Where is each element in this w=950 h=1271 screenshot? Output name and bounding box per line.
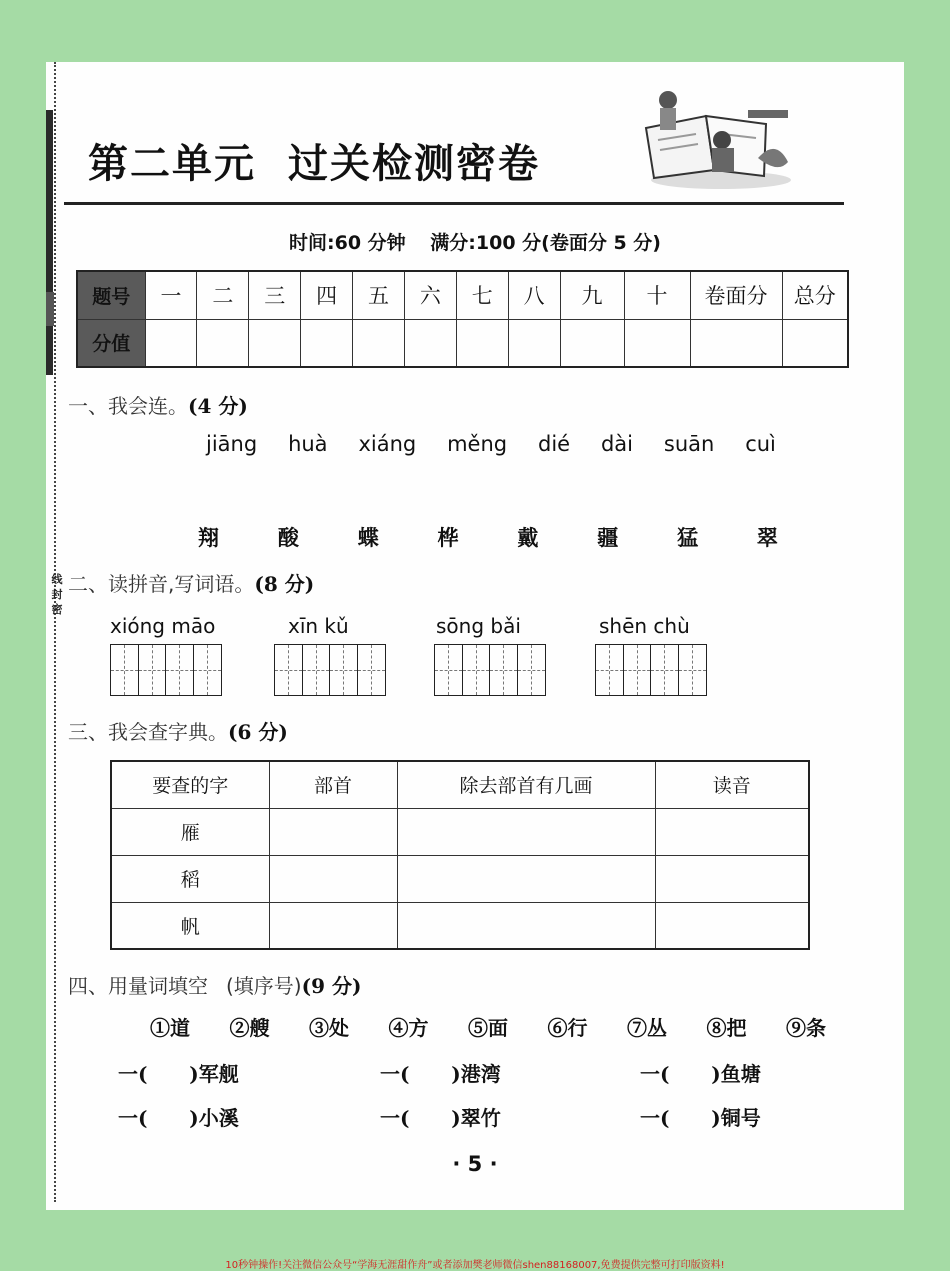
char-item[interactable]: 桦 <box>437 525 459 550</box>
score-col: 五 <box>353 271 405 319</box>
exam-paper <box>46 62 904 1210</box>
writing-grid[interactable] <box>595 644 707 696</box>
option-item: ①道 <box>150 1016 190 1040</box>
section1-pinyin-row <box>206 432 776 456</box>
section4-title: 四、用量词填空 (填序号)(9 分) <box>68 974 362 998</box>
reading-children-illustration <box>636 88 796 192</box>
title-exam: 过关检测密卷 <box>288 140 540 187</box>
score-cell[interactable] <box>249 319 301 367</box>
dict-header: 部首 <box>269 761 397 808</box>
dict-char: 帆 <box>111 902 269 949</box>
dict-row <box>111 808 809 855</box>
score-col: 三 <box>249 271 301 319</box>
score-cell[interactable] <box>145 319 197 367</box>
score-col: 六 <box>404 271 456 319</box>
score-cell[interactable] <box>353 319 405 367</box>
dict-header: 要查的字 <box>111 761 269 808</box>
score-col: 十 <box>624 271 690 319</box>
answer-cell[interactable] <box>397 902 655 949</box>
score-col: 一 <box>145 271 197 319</box>
option-item: ④方 <box>388 1016 429 1040</box>
char-item[interactable]: 翠 <box>756 525 778 550</box>
score-col: 卷面分 <box>690 271 782 319</box>
section1-char-row <box>198 522 778 552</box>
answer-cell[interactable] <box>655 902 809 949</box>
page-number: · 5 · <box>452 1152 498 1176</box>
binding-tab <box>46 292 54 326</box>
option-item: ⑦丛 <box>627 1016 667 1040</box>
option-item: ②艘 <box>229 1016 270 1040</box>
score-cell[interactable] <box>197 319 249 367</box>
score-col: 四 <box>301 271 353 319</box>
pinyin-item: dài <box>600 432 634 456</box>
dict-char: 雁 <box>111 808 269 855</box>
char-item[interactable]: 戴 <box>517 525 539 550</box>
score-cell[interactable] <box>560 319 624 367</box>
word-group <box>110 614 222 696</box>
fill-blank[interactable]: 一( )小溪 <box>118 1106 239 1130</box>
score-cell[interactable] <box>301 319 353 367</box>
word-pinyin: shēn chù <box>599 614 690 638</box>
time-limit: 时间:60 分钟 <box>289 232 406 254</box>
answer-cell[interactable] <box>269 855 397 902</box>
section1-title: 一、我会连。(4 分) <box>68 394 248 418</box>
score-cell[interactable] <box>404 319 456 367</box>
writing-grid[interactable] <box>274 644 386 696</box>
promo-footer: 10秒钟操作!关注微信公众号“学海无涯甜作舟”或者添加樊老师微信shen88168007,免费提供完整可打印版资料! <box>225 1260 725 1271</box>
dict-header: 读音 <box>655 761 809 808</box>
title-rule <box>64 202 844 205</box>
fill-blank[interactable]: 一( )军舰 <box>118 1062 239 1086</box>
score-col: 八 <box>508 271 560 319</box>
dictionary-table <box>110 760 810 950</box>
char-item[interactable]: 猛 <box>677 525 699 550</box>
score-cell[interactable] <box>508 319 560 367</box>
score-value-header: 分值 <box>77 319 145 367</box>
word-group <box>434 614 546 696</box>
time-score-info <box>46 228 904 255</box>
char-item[interactable]: 疆 <box>597 525 619 550</box>
score-col: 总分 <box>782 271 848 319</box>
score-col: 七 <box>456 271 508 319</box>
word-pinyin: sōng bǎi <box>436 614 521 638</box>
word-group <box>274 614 386 696</box>
option-item: ③处 <box>309 1016 349 1040</box>
fill-blank[interactable]: 一( )港湾 <box>380 1062 501 1086</box>
full-score: 满分:100 分(卷面分 5 分) <box>430 232 661 254</box>
pinyin-item: dié <box>538 432 571 456</box>
dict-header-row <box>111 761 809 808</box>
score-col: 二 <box>197 271 249 319</box>
measure-word-options <box>150 1012 826 1041</box>
char-item[interactable]: 蝶 <box>357 525 379 550</box>
binding-text: 线 封 密 <box>51 573 63 616</box>
answer-cell[interactable] <box>397 855 655 902</box>
writing-grid[interactable] <box>434 644 546 696</box>
pinyin-item: měng <box>447 432 508 456</box>
char-item[interactable]: 翔 <box>198 525 219 550</box>
score-table-value-row <box>77 319 848 367</box>
word-group <box>595 614 707 696</box>
pinyin-item: suān <box>663 432 715 456</box>
answer-cell[interactable] <box>269 808 397 855</box>
answer-cell[interactable] <box>397 808 655 855</box>
writing-grid[interactable] <box>110 644 222 696</box>
word-pinyin: xīn kǔ <box>288 614 349 638</box>
answer-cell[interactable] <box>269 902 397 949</box>
score-cell[interactable] <box>624 319 690 367</box>
score-cell[interactable] <box>782 319 848 367</box>
dict-row <box>111 855 809 902</box>
section3-title: 三、我会查字典。(6 分) <box>68 720 288 744</box>
answer-cell[interactable] <box>655 855 809 902</box>
option-item: ⑨条 <box>786 1016 826 1040</box>
pinyin-item: cuì <box>745 432 776 456</box>
score-col: 九 <box>560 271 624 319</box>
fill-blank[interactable]: 一( )翠竹 <box>380 1106 501 1130</box>
fill-blank[interactable]: 一( )鱼塘 <box>640 1062 761 1086</box>
pinyin-item: huà <box>288 432 328 456</box>
score-table <box>76 270 849 368</box>
option-item: ⑤面 <box>468 1016 508 1040</box>
dict-row <box>111 902 809 949</box>
score-cell[interactable] <box>690 319 782 367</box>
dict-char: 稻 <box>111 855 269 902</box>
section2-title: 二、读拼音,写词语。(8 分) <box>68 572 315 596</box>
pinyin-item: xiáng <box>358 432 417 456</box>
score-cell[interactable] <box>456 319 508 367</box>
answer-cell[interactable] <box>655 808 809 855</box>
word-pinyin: xióng māo <box>110 614 216 638</box>
dict-header: 除去部首有几画 <box>397 761 655 808</box>
fill-blank[interactable]: 一( )铜号 <box>640 1106 761 1130</box>
option-item: ⑥行 <box>547 1016 588 1040</box>
question-number-header: 题号 <box>77 271 145 319</box>
title-unit: 第二单元 <box>88 140 256 187</box>
char-item[interactable]: 酸 <box>277 525 299 550</box>
page-title <box>88 132 540 189</box>
option-item: ⑧把 <box>706 1016 747 1040</box>
pinyin-item: jiāng <box>206 432 258 456</box>
score-table-header-row <box>77 271 848 319</box>
